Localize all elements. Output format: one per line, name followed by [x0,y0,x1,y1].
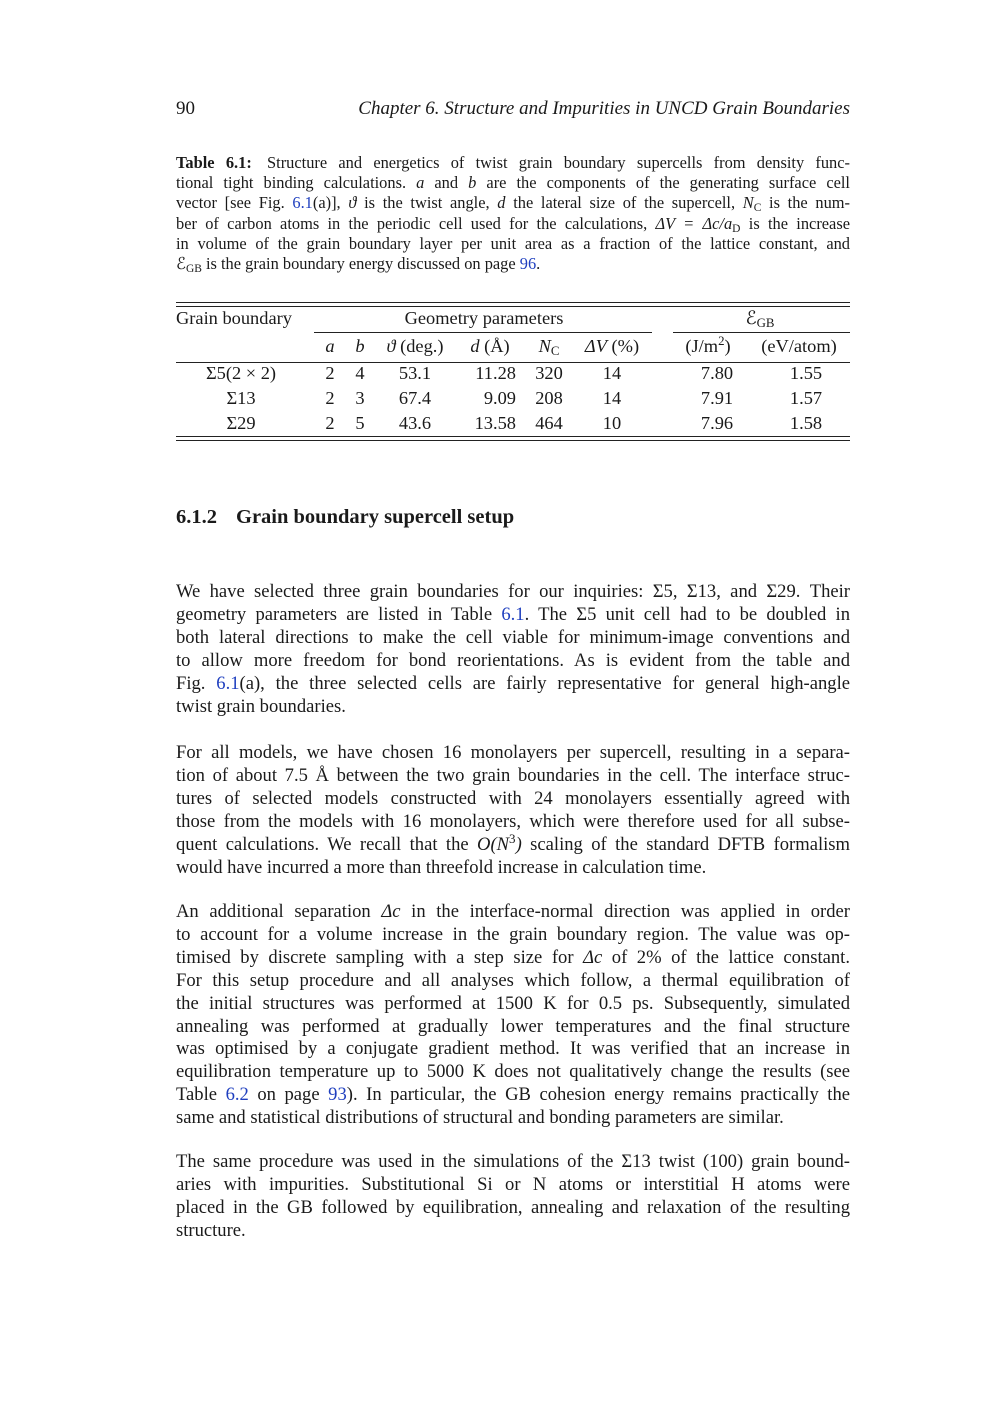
caption-text: Structure and energetics of twist grain boundary supercells from density func- [267,153,850,172]
cell-dv: 10 [602,413,622,433]
text-line: timised by discrete sampling with a step size for [176,946,584,968]
energy-subrule [673,332,850,333]
cell-b: 4 [355,363,365,383]
section-number: 6.1.2 [176,506,217,528]
col-theta-header: ϑ (deg.) [386,336,444,356]
text-line: to allow more freedom for bond reorientations. As is evident from the table and [176,649,850,671]
symbol-n: N [742,193,754,213]
text-line: placed in the GB followed by equilibration, annealing and relaxation of the resulting [176,1196,850,1218]
text-line: twist grain boundaries. [176,695,346,717]
table-caption [176,153,850,274]
caption-text: tional tight binding calculations. [176,173,417,193]
cell-a: 2 [325,388,335,408]
text-line: same and statistical distributions of structural and bonding parameters are similar. [176,1107,784,1129]
page-number: 90 [176,98,195,119]
cell-b: 5 [355,413,365,433]
text-line: both lateral directions to make the cell viable for minimum-image conventions and [176,626,850,648]
text-line: geometry parameters are listed in Table [176,603,502,625]
caption-text: are the components of the generating surface cell [476,173,850,193]
running-header [176,98,850,124]
geometry-subrule [314,332,652,333]
text-line: For all models, we have chosen 16 monolayers per supercell, resulting in a separa- [176,742,850,763]
text-line: An additional separation [176,901,382,922]
cell-ev: 1.58 [789,413,823,433]
cell-ev: 1.55 [789,363,823,383]
text-line: in the interface-normal direction was applied in order [400,901,850,922]
col-b-header: b [355,336,365,356]
text-line: ). In particular, the GB cohesion energy remains practically the [346,1084,851,1106]
caption-text: is the increase [740,213,850,233]
table-top-rule [176,306,850,307]
symbol-theta: ϑ [348,193,357,213]
cell-ev: 1.57 [789,388,823,408]
cell-gb: Σ5(2 × 2) [205,363,277,383]
table-bottom-rule [176,440,850,441]
text-line: structure. [176,1219,246,1241]
text-line: was optimised by a conjugate gradient method. It was verified that an increase in [176,1038,850,1060]
header-grain-boundary: Grain boundary [176,308,292,328]
caption-text: is the num- [761,193,850,213]
cell-a: 2 [325,363,335,383]
cell-theta: 43.6 [398,413,432,433]
cell-j: 7.91 [700,388,734,408]
text-line: on page [248,1084,329,1106]
text-line: annealing was performed at gradually lower temperatures and the final structure [176,1015,850,1037]
cell-gb: Σ29 [226,413,256,433]
caption-text: the lateral size of the supercell, [505,193,743,213]
symbol-a: a [416,173,425,193]
caption-text: and [424,173,469,193]
symbol-energy: ℰ [176,254,186,274]
caption-text: . [536,254,541,274]
paragraph [176,742,850,879]
big-o-notation: O(N [477,833,510,855]
text-line: those from the models with 16 monolayers, which were therefore used for all subse- [176,810,850,832]
cell-d: 9.09 [483,388,516,408]
col-ev-header: (eV/atom) [761,336,837,356]
cell-nc: 208 [535,388,563,408]
caption-text: is the twist angle, [356,193,498,213]
page-link[interactable]: 96 [519,254,537,274]
text-line: would have incurred a more than threefold increase in calculation time. [176,856,707,878]
cell-nc: 320 [535,363,563,383]
text-line: scaling of the standard DFTB formalism [521,833,850,855]
figure-link[interactable]: 6.1 [216,672,240,694]
page-link[interactable]: 93 [328,1084,347,1106]
text-line: of 2% of the lattice constant. [602,946,851,968]
caption-text: vector [see Fig. [176,193,293,213]
symbol-subscript: D [732,222,741,235]
section-title: Grain boundary supercell setup [236,506,515,528]
cell-dv: 14 [602,363,622,383]
text-line: quent calculations. We recall that the [176,833,478,855]
text-line: tures of selected models constructed with 24 monolayers essentially agreed with [176,787,850,809]
big-o-notation: ) [515,833,522,855]
superscript: 3 [509,830,516,846]
equation-delta-v: ΔV = Δc/a [655,213,733,233]
cell-d: 13.58 [474,413,516,433]
caption-label: Table 6.1: [176,153,252,172]
symbol-delta-c: Δc [381,901,401,922]
col-d-header: d (Å) [470,336,510,356]
cell-gb: Σ13 [226,388,256,408]
table-bottom-rule [176,436,850,437]
chapter-title: Chapter 6. Structure and Impurities in UNCD Grain Boundaries [358,98,850,119]
section-heading [176,506,850,529]
cell-d: 11.28 [475,363,516,383]
text-line: Fig. [176,672,217,694]
col-j-header: $(J/m^2)$ [685,334,731,356]
table-link[interactable]: 6.2 [225,1084,249,1106]
cell-nc: 464 [535,413,563,433]
col-a-header: a [325,336,335,356]
text-line: tion of about 7.5 Å between the two grain boundaries in the cell. The interface struc- [176,764,850,786]
cell-a: 2 [325,413,335,433]
caption-text: ber of carbon atoms in the periodic cell used for the calculations, [176,213,656,233]
cell-theta: 53.1 [398,363,432,383]
cell-j: 7.80 [700,363,734,383]
cell-b: 3 [355,388,365,408]
symbol-delta-c: Δc [583,946,603,968]
cell-j: 7.96 [700,413,734,433]
text-line: (a), the three selected cells are fairly representative for general high-angle [239,672,850,694]
col-nc-header: $N_C$ [538,336,560,358]
caption-text: is the grain boundary energy discussed on page [201,254,520,274]
caption-text: (a)], [312,193,349,213]
symbol-d: d [497,193,506,213]
table-top-rule [176,302,850,303]
text-line: . The Σ5 unit cell had to be doubled in [524,603,850,625]
cell-theta: 67.4 [398,388,432,408]
text-line: We have selected three grain boundaries for our inquiries: Σ5, Σ13, and Σ29. Their [176,581,850,602]
text-line: For this setup procedure and all analyses which follow, a thermal equilibration of [176,969,850,991]
paragraph [176,581,850,718]
paragraph [176,1151,850,1243]
text-line: The same procedure was used in the simulations of the Σ13 twist (100) grain bound- [176,1151,850,1172]
text-line: Table [176,1084,226,1106]
symbol-b: b [468,173,477,193]
symbol-subscript: C [753,202,762,215]
header-geometry-parameters: Geometry parameters [404,308,564,328]
figure-link[interactable]: 6.1 [292,193,313,213]
paragraph [176,901,850,1130]
table-link[interactable]: 6.1 [501,603,525,625]
text-line: equilibration temperature up to 5000 K does not qualitatively change the results (see [176,1061,850,1083]
text-line: aries with impurities. Substitutional Si or N atoms or interstitial H atoms were [176,1173,850,1195]
symbol-subscript: GB [185,263,202,276]
text-line: to account for a volume increase in the grain boundary region. The value was op- [176,923,850,945]
text-line: the initial structures was performed at 1500 K for 0.5 ps. Subsequently, simulated [176,992,850,1014]
col-dv-header: ΔV (%) [584,336,640,356]
caption-text: in volume of the grain boundary layer per unit area as a fraction of the lattice constant, and [176,233,850,253]
header-energy: ℰ$_{GB}$ [745,308,775,330]
cell-dv: 14 [602,388,622,408]
